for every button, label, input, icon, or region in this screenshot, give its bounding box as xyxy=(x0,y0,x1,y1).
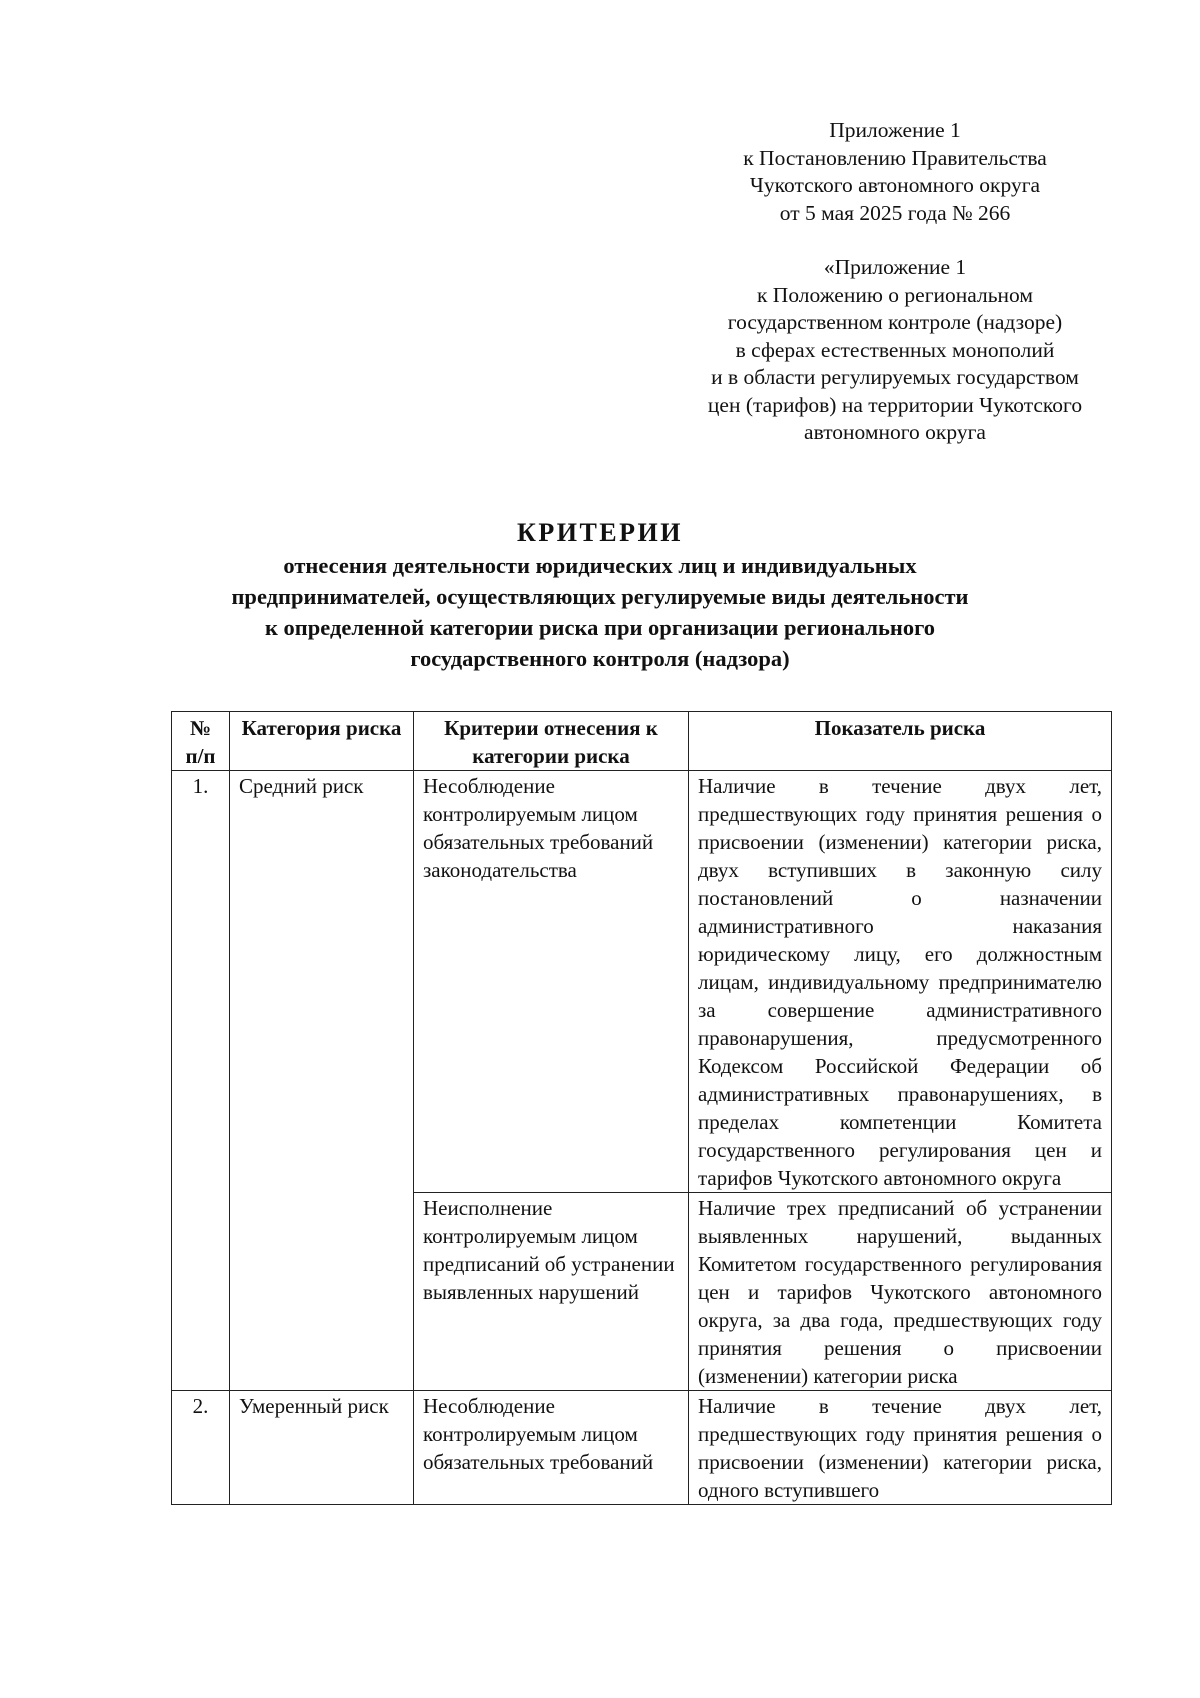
appendix-line: в сферах естественных монополий xyxy=(735,337,1055,362)
row-indicator: Наличие в течение двух лет, предшествующих году принятия решения о присвоении (изменении) категории риска, двух вступивших в законную силу постановлений о назначении административного наказания юридическому лицу, его должностным лицам, индивидуальному предпринимателю за совершение административного правонарушения, предусмотренного Кодексом Российской Федерации об административных правонарушениях, в пределах компетенции Комитета государственного регулирования цен и тарифов Чукотского автономного округа xyxy=(689,771,1112,1193)
table-row xyxy=(172,771,1112,1193)
row-category: Средний риск xyxy=(230,771,414,1391)
document-title: КРИТЕРИИ xyxy=(517,518,683,547)
inner-appendix-header xyxy=(680,254,1110,447)
table-header-row xyxy=(172,712,1112,771)
risk-criteria-table xyxy=(171,711,1112,1505)
row-indicator: Наличие в течение двух лет, предшествующих году принятия решения о присвоении (изменении) категории риска, одного вступившего xyxy=(689,1391,1112,1505)
table-row xyxy=(172,1391,1112,1505)
header-indicator: Показатель риска xyxy=(689,712,1112,771)
appendix-header xyxy=(680,117,1110,227)
appendix-line: и в области регулируемых государством xyxy=(711,365,1079,389)
row-number: 1. xyxy=(172,771,230,1391)
row-category: Умеренный риск xyxy=(230,1391,414,1505)
appendix-line: государственном контроле (надзоре) xyxy=(727,310,1063,334)
header-number: № п/п xyxy=(172,712,230,771)
row-indicator: Наличие трех предписаний об устранении выявленных нарушений, выданных Комитетом государственного регулирования цен и тарифов Чукотского автономного округа, за два года, предшествующих году принятия решения о присвоении (изменении) категории риска xyxy=(689,1193,1112,1391)
document-title-block xyxy=(150,516,1050,674)
header-criteria: Критерии отнесения к категории риска xyxy=(414,712,689,771)
row-criteria: Неисполнение контролируемым лицом предписаний об устранении выявленных нарушений xyxy=(414,1193,689,1391)
row-number: 2. xyxy=(172,1391,230,1505)
subtitle-line: государственного контроля (надзора) xyxy=(410,646,790,671)
appendix-line: к Положению о региональном xyxy=(756,282,1034,307)
row-criteria: Несоблюдение контролируемым лицом обязательных требований xyxy=(414,1391,689,1505)
appendix-line: от 5 мая 2025 года № 266 xyxy=(779,200,1011,225)
appendix-line: к Постановлению Правительства xyxy=(743,145,1047,170)
subtitle-line: отнесения деятельности юридических лиц и индивидуальных xyxy=(283,553,917,578)
appendix-line: автономного округа xyxy=(804,420,986,444)
subtitle-line: к определенной категории риска при организации регионального xyxy=(264,615,936,640)
document-subtitle xyxy=(150,550,1050,674)
appendix-line: цен (тарифов) на территории Чукотского xyxy=(707,392,1083,417)
subtitle-line: предпринимателей, осуществляющих регулируемые виды деятельности xyxy=(231,584,969,609)
appendix-line: Приложение 1 xyxy=(829,118,961,142)
appendix-line: «Приложение 1 xyxy=(823,255,967,279)
row-criteria: Несоблюдение контролируемым лицом обязательных требований законодательства xyxy=(414,771,689,1193)
appendix-line: Чукотского автономного округа xyxy=(749,173,1041,197)
header-category: Категория риска xyxy=(230,712,414,771)
